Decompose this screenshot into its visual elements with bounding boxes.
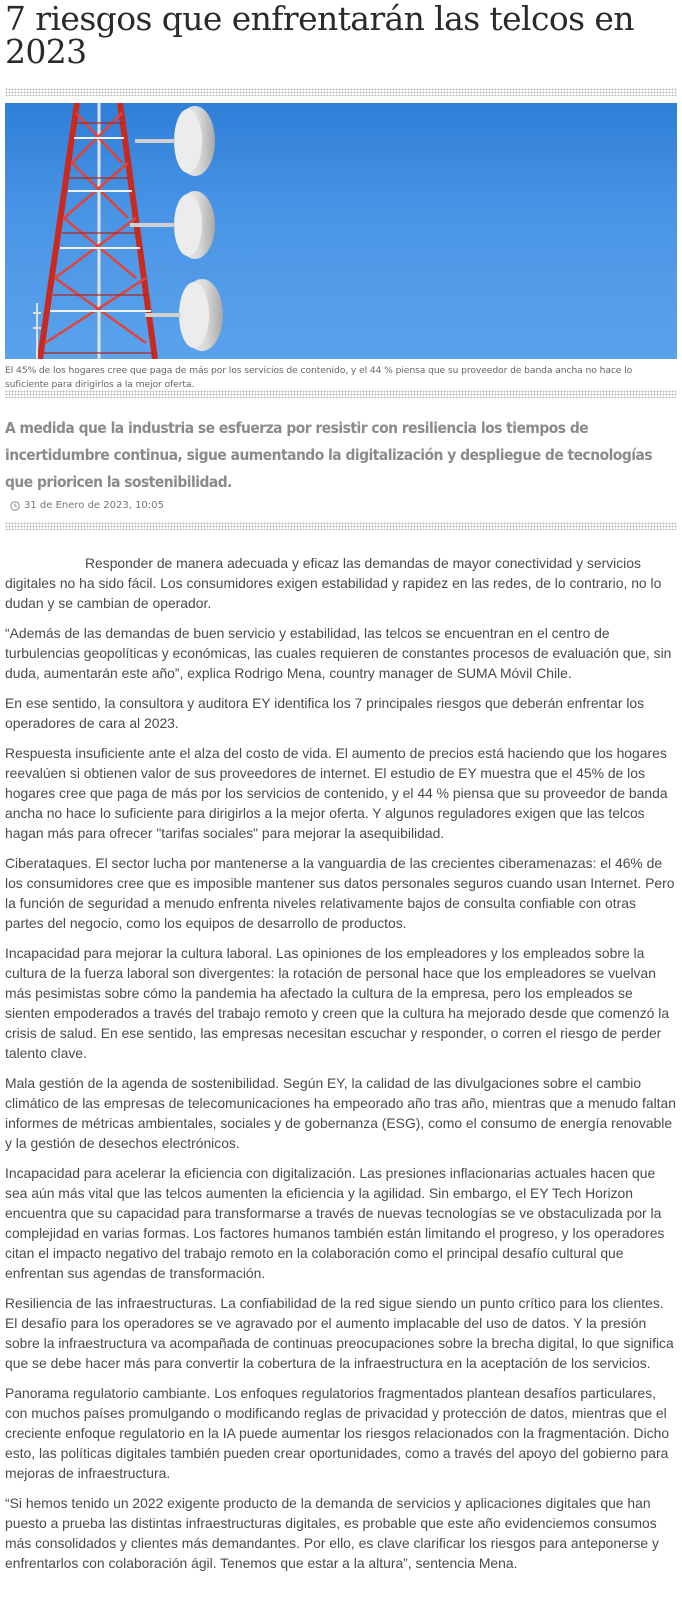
antenna-dish-3 bbox=[145, 279, 223, 351]
date-divider bbox=[5, 522, 677, 530]
antenna-dish-1 bbox=[135, 106, 215, 176]
body-paragraph: Incapacidad para mejorar la cultura laboral. Las opiniones de los empleadores y los empleados sobre la cultura de la fuerza laboral son divergentes: la rotación de personal hace que los empleadores se vuelvan más pesimistas sobre cómo la pandemia ha afectado la cultura de la empresa, pero los empleados se sienten empoderados a través del trabajo remoto y creen que la cultura ha mejorado desde que comenzó la crisis de salud. En ese sentido, las empresas necesitan escuchar y responder, o corren el riesgo de perder talento clave. bbox=[5, 945, 670, 1061]
body-paragraph: Panorama regulatorio cambiante. Los enfoques regulatorios fragmentados plantean desafíos particulares, con muchos países promulgando o modificando reglas de privacidad y protección de datos, mientras que el creciente enfoque regulatorio en la IA puede aumentar los riesgos relacionados con la fragmentación. Dicho esto, las políticas digitales también pueden crear oportunidades, como a través del apoyo del gobierno para mejoras de infraestructura. bbox=[5, 1385, 670, 1481]
date-text: 31 de Enero de 2023, 10:05 bbox=[24, 500, 164, 511]
article-date bbox=[10, 499, 164, 513]
telecom-tower-illustration bbox=[5, 103, 677, 359]
article-hero-image bbox=[5, 103, 677, 359]
body-paragraph: En ese sentido, la consultora y auditora EY identifica los 7 principales riesgos que deberán enfrentar los operadores de cara al 2023. bbox=[5, 695, 645, 731]
caption-divider bbox=[5, 390, 677, 398]
body-paragraph: “Si hemos tenido un 2022 exigente producto de la demanda de servicios y aplicaciones digitales que han puesto a prueba las distintas infraestructuras digitales, es probable que este año evidenciemos consumos más consolidados y clientes más demandantes. Por ello, es clave clarificar los riesgos para anteponerse y enfrentarlos con colaboración ágil. Tenemos que estar a la altura”, sentencia Mena. bbox=[5, 1495, 659, 1571]
image-caption: El 45% de los hogares cree que paga de más por los servicios de contenido, y el 44 % piensa que su proveedor de banda ancha no hace lo suficiente para dirigirlos a la mejor oferta. bbox=[5, 365, 633, 390]
article-body bbox=[5, 553, 677, 1583]
body-paragraph: Mala gestión de la agenda de sostenibilidad. Según EY, la calidad de las divulgaciones sobre el cambio climático de las empresas de telecomunicaciones ha empeorado año tras año, mientras que a menudo faltan informes de métricas ambientales, sociales y de gobernanza (ESG), como el consumo de energía renovable y la gestión de desechos electrónicos. bbox=[5, 1075, 676, 1151]
body-paragraph: Resiliencia de las infraestructuras. La confiabilidad de la red sigue siendo un punto crítico para los clientes. El desafío para los operadores se ve agravado por el aumento implacable del uso de datos. Y la presión sobre la infraestructura va acompañada de continuas preocupaciones sobre la brecha digital, lo que significa que se debe hacer más para convertir la cobertura de la infraestructura en la aceptación de los servicios. bbox=[5, 1295, 674, 1371]
article-title: 7 riesgos que enfrentarán las telcos en 2023 bbox=[5, 0, 634, 71]
body-paragraph: Respuesta insuficiente ante el alza del costo de vida. El aumento de precios está haciendo que los hogares reevalúen si obtienen valor de sus proveedores de internet. El estudio de EY muestra que el 45% de los hogares cree que paga de más por los servicios de contenido, y el 44 % piensa que su proveedor de banda ancha no hace lo suficiente para dirigirlos a la mejor oferta. Y algunos reguladores exigen que las telcos hagan más para ofrecer "tarifas sociales" para mejorar la asequibilidad. bbox=[5, 745, 668, 841]
article-lead: A medida que la industria se esfuerza por resistir con resiliencia los tiempos de incertidumbre continua, sigue aumentando la digitalización y despliegue de tecnologías que prioricen la sostenibilidad. bbox=[5, 419, 653, 491]
body-paragraph: Incapacidad para acelerar la eficiencia con digitalización. Las presiones inflacionarias actuales hacen que sea aún más vital que las telcos aumenten la eficiencia y la agilidad. Sin embargo, el EY Tech Horizon encuentra que su capacidad para transformarse a través de nuevas tecnologías se ve obstaculizada por la complejidad en varias formas. Los factores humanos también están limitando el progreso, y los operadores citan el impacto negativo del trabajo remoto en la colaboración como el principal desafío cultural que enfrentan sus agendas de transformación. bbox=[5, 1165, 665, 1281]
clock-icon bbox=[10, 501, 20, 511]
body-paragraph: “Además de las demandas de buen servicio y estabilidad, las telcos se encuentran en el centro de turbulencias geopolíticas y económicas, las cuales requieren de constantes procesos de evaluación que, sin duda, aumentarán este año”, explica Rodrigo Mena, country manager de SUMA Móvil Chile. bbox=[5, 625, 672, 681]
title-divider bbox=[5, 88, 677, 96]
body-paragraph: Ciberataques. El sector lucha por mantenerse a la vanguardia de las crecientes ciberamenazas: el 46% de los consumidores cree que es imposible mantener sus datos personales seguros cuando usan Internet. Pero la función de seguridad a menudo enfrenta niveles relativamente bajos de consulta confiable con otras partes del negocio, como los equipos de desarrollo de productos. bbox=[5, 855, 675, 931]
body-paragraph: Responder de manera adecuada y eficaz las demandas de mayor conectividad y servicios digitales no ha sido fácil. Los consumidores exigen estabilidad y rapidez en las redes, de lo contrario, no lo dudan y se cambian de operador. bbox=[5, 555, 662, 611]
